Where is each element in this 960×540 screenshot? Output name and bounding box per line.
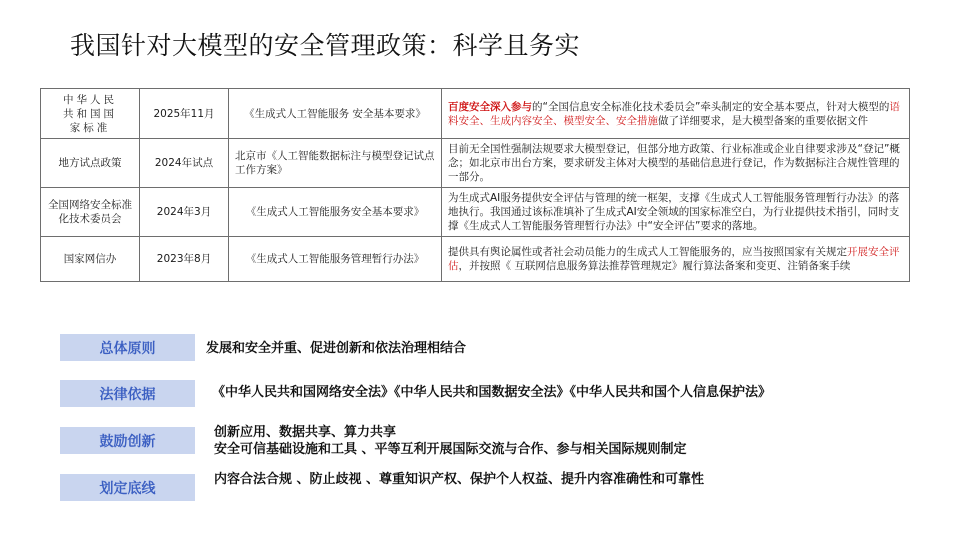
description-text: ，并按照《 互联网信息服务算法推荐管理规定》履行算法备案和变更、注销备案手续 (458, 260, 851, 272)
innovation-line: 安全可信基础设施和工具 、平等互利开展国际交流与合作、参与相关国际规则制定 (214, 442, 687, 457)
table-row (41, 237, 910, 282)
bottom-line-label: 划定底线 (60, 474, 195, 501)
innovation-label: 鼓励创新 (60, 427, 195, 454)
bottom-line-text (214, 471, 704, 488)
description-text: 做了详细要求，是大模型备案的重要依据文件 (658, 114, 868, 127)
org-cell (41, 89, 140, 139)
date-cell: 2025年11月 (140, 89, 229, 139)
law-label: 法律依据 (60, 380, 195, 407)
highlight-text: 开展安全评估 (448, 246, 900, 272)
date-cell: 2024年3月 (140, 188, 229, 237)
description-text: 的“全国信息安全标准化技术委员会”牵头制定的安全基本要点，针对大模型的 (532, 100, 890, 113)
description-cell (442, 89, 910, 139)
highlight-text: 语料安全、生成内容安全、模型安全、安全措施 (448, 100, 900, 127)
policy-name-cell: 北京市《人工智能数据标注与模型登记试点工作方案》 (229, 139, 442, 188)
innovation-line: 创新应用、数据共享、算力共享 (214, 425, 397, 440)
law-text (212, 384, 771, 401)
date-cell: 2024年试点 (140, 139, 229, 188)
table-row (41, 89, 910, 139)
org-cell: 地方试点政策 (41, 139, 140, 188)
date-cell: 2023年8月 (140, 237, 229, 282)
description-cell: 为生成式AI服务提供安全评估与管理的统一框架，支撑《生成式人工智能服务管理暂行办法》的落地执行。我国通过该标准填补了生成式AI安全领域的国家标准空白，为行业提供技术指引，同时支撑《生成式人工智能服务管理暂行办法》中“安全评估”要求的落地。 (442, 188, 910, 237)
bottom-line-line: 内容合法合规 、防止歧视 、尊重知识产权、保护个人权益、提升内容准确性和可靠性 (214, 472, 705, 487)
table-row (41, 188, 910, 237)
highlight-text: 百度安全深入参与 (448, 100, 532, 113)
policy-name-cell: 《生成式人工智能服务安全基本要求》 (229, 188, 442, 237)
policy-table (40, 88, 910, 282)
law-line: 《中华人民共和国网络安全法》《中华人民共和国数据安全法》《中华人民共和国个人信息保护法》 (212, 385, 772, 400)
principle-label: 总体原则 (60, 334, 195, 361)
org-cell: 国家网信办 (41, 237, 140, 282)
org-name: 中华人民共和国国家标准 (63, 93, 117, 134)
innovation-text (214, 424, 687, 458)
policy-name-cell: 《生成式人工智能服务管理暂行办法》 (229, 237, 442, 282)
principle-line: 发展和安全并重、促进创新和依法治理相结合 (206, 341, 467, 356)
org-cell: 全国网络安全标准化技术委员会 (41, 188, 140, 237)
description-cell (442, 237, 910, 282)
table-row (41, 139, 910, 188)
policy-name-cell: 《生成式人工智能服务 安全基本要求》 (229, 89, 442, 139)
principle-text (206, 340, 466, 357)
description-text: 提供具有舆论属性或者社会动员能力的生成式人工智能服务的，应当按照国家有关规定 (448, 246, 847, 258)
page-title: 我国针对大模型的安全管理政策：科学且务实 (70, 31, 581, 60)
description-cell: 目前无全国性强制法规要求大模型登记，但部分地方政策、行业标准或企业自律要求涉及“登记”概念；如北京市出台方案，要求研发主体对大模型的基础信息进行登记，作为数据标注合规性管理的一部分。 (442, 139, 910, 188)
